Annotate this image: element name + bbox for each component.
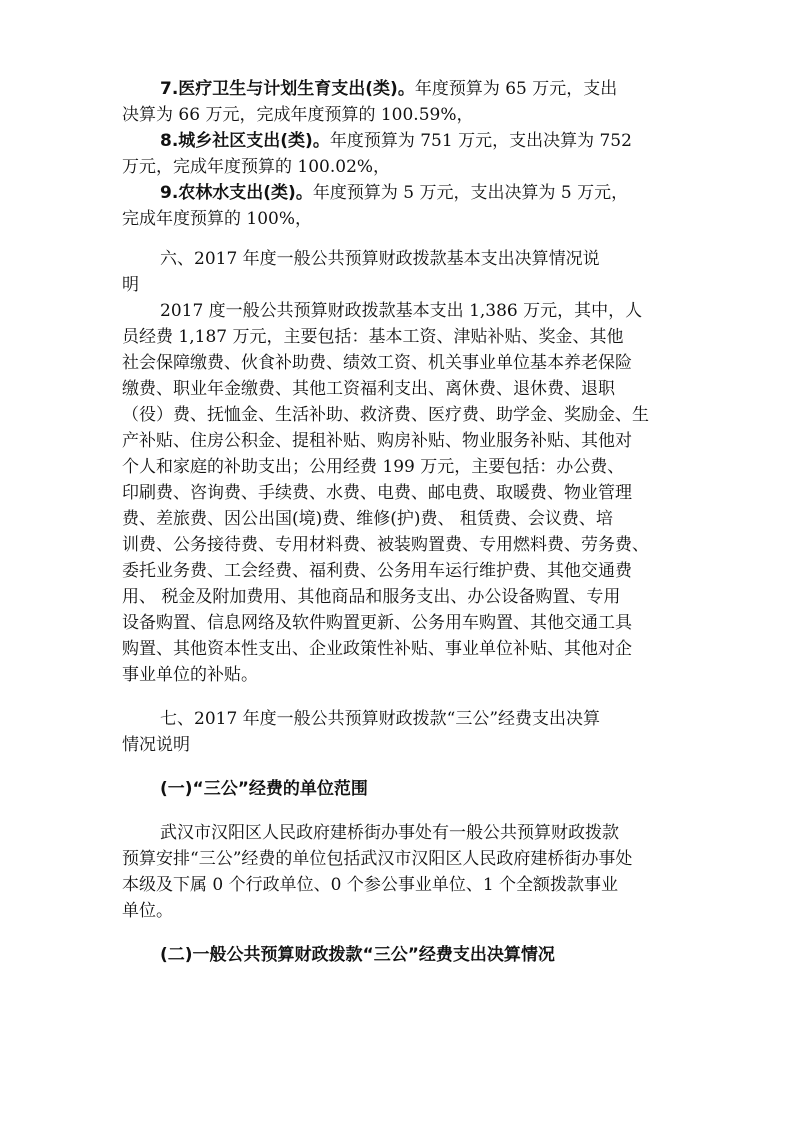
subsection-1-body-line: 单位。 (122, 901, 173, 921)
section-6-body-line: 印刷费、咨询费、手续费、水费、电费、邮电费、取暖费、物业管理 (122, 483, 632, 503)
section-7-heading-cont: 情况说明 (122, 735, 190, 755)
section-6-body-line: 产补贴、住房公积金、提租补贴、购房补贴、物业服务补贴、其他对 (122, 431, 632, 451)
section-6-body-line: 事业单位的补贴。 (122, 665, 258, 685)
subsection-1-title: (一)“三公”经费的单位范围 (160, 779, 368, 799)
section-6-body-line: （役）费、抚恤金、生活补助、救济费、医疗费、助学金、奖励金、生 (122, 405, 649, 425)
item-9-line-1 (160, 180, 628, 206)
section-6-body-line: 设备购置、信息网络及软件购置更新、公务用车购置、其他交通工具 (122, 613, 632, 633)
item-7-text: 年度预算为 65 万元，支出 (414, 79, 618, 99)
item-7-line-1 (160, 76, 617, 102)
item-9-line-2: 完成年度预算的 100%， (122, 209, 313, 229)
subsection-1-body-line: 本级及下属 0 个行政单位、0 个参公事业单位、1 个全额拨款事业 (122, 875, 619, 895)
subsection-1-body-line: 武汉市汉阳区人民政府建桥街办事处有一般公共预算财政拨款 (160, 823, 619, 843)
section-6-body-line: 费、差旅费、因公出国(境)费、维修(护)费、 租赁费、会议费、培 (122, 509, 613, 529)
subsection-2-title: (二)一般公共预算财政拨款“三公”经费支出决算情况 (160, 945, 555, 965)
item-8-line-1 (160, 128, 632, 154)
item-7-label: 7.医疗卫生与计划生育支出(类)。 (160, 79, 415, 99)
item-8-line-2: 万元，完成年度预算的 100.02%， (122, 157, 391, 177)
section-6-body-line: 员经费 1,187 万元，主要包括：基本工资、津贴补贴、奖金、其他 (122, 327, 624, 347)
section-6-body-line: 训费、公务接待费、专用材料费、被装购置费、专用燃料费、劳务费、 (122, 535, 649, 555)
section-6-body-line: 用、 税金及附加费用、其他商品和服务支出、办公设备购置、专用 (122, 587, 621, 607)
section-6-heading: 六、2017 年度一般公共预算财政拨款基本支出决算情况说 (160, 249, 600, 269)
item-9-text: 年度预算为 5 万元，支出决算为 5 万元， (312, 183, 629, 203)
item-8-text: 年度预算为 751 万元，支出决算为 752 (329, 131, 632, 151)
section-6-heading-cont: 明 (122, 275, 139, 295)
subsection-1-body-line: 预算安排“三公”经费的单位包括武汉市汉阳区人民政府建桥街办事处 (122, 849, 633, 869)
section-6-body-line: 购置、其他资本性支出、企业政策性补贴、事业单位补贴、其他对企 (122, 639, 632, 659)
section-6-body-line: 2017 度一般公共预算财政拨款基本支出 1,386 万元，其中，人 (160, 301, 643, 321)
section-6-body-line: 个人和家庭的补助支出；公用经费 199 万元，主要包括：办公费、 (122, 457, 625, 477)
item-9-label: 9.农林水支出(类)。 (160, 183, 313, 203)
section-6-body-line: 委托业务费、工会经费、福利费、公务用车运行维护费、其他交通费 (122, 561, 632, 581)
section-6-body-line: 缴费、职业年金缴费、其他工资福利支出、离休费、退休费、退职 (122, 379, 615, 399)
item-7-line-2: 决算为 66 万元，完成年度预算的 100.59%， (122, 105, 474, 125)
section-6-body-line: 社会保障缴费、伙食补助费、绩效工资、机关事业单位基本养老保险 (122, 353, 632, 373)
section-7-heading: 七、2017 年度一般公共预算财政拨款“三公”经费支出决算 (160, 709, 601, 729)
item-8-label: 8.城乡社区支出(类)。 (160, 131, 330, 151)
